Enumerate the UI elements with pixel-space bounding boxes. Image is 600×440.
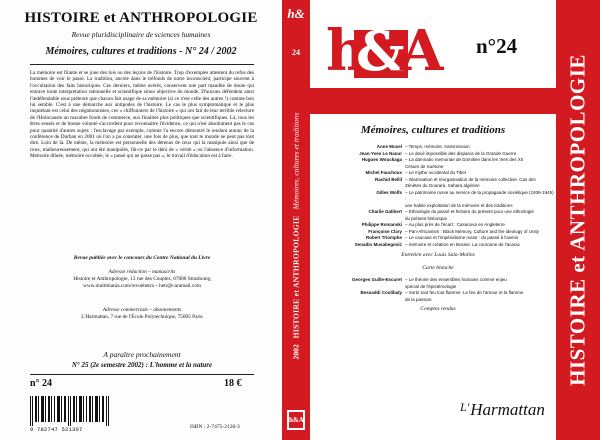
toc-title: – Le mythe occidental du Tibet: [405, 170, 467, 175]
back-summary-text: La mémoire est filante et se joue des lois ou des leçons de l'histoire. Trop d'exemples attestent du refus des hommes de voir le passé. La tradition, ancrée dans le tréfonds de notre inconscient, participe souvent à l'occultation des faits historiques. Ces derniers, même avérés, conservent une part maudite de doute qui entrave toute interprétation rationnelle et scientifique sinon objective du monde. D'aucuns défendent ainsi l'indéfendable sous prétexte que chacun fait usage de sa mémoire (si ce n'est celle des autres !) comme bon lui semble. C'est à une démarche aux antipodes de l'histoire. Le cas le plus symptomatique et le plus inquiétant est celui des négationnistes, ces « chiffonniers de l'histoire » qui ont fait de leur terrible relecture de l'Holocauste un macabre fonds de commerce, aux finalités plus politiques que scientifiques. Là, tous les êtres sensés et de bonne volonté s'accordent pour reconnaître l'évidence, ce qui n'est absolument pas le cas pour quantité d'autres sujets : l'esclavage par exemple, comme l'a encore démontré le rendant autour de la conférence de Durban en 2001 où l'on a pu constater, une fois de plus, que tout le monde ne peut pas tout dire. Loin de là. De même, la mémoire est personnelle des détenus de ceux qui la manipule ainsi que de ceux, malheureusement, qui ont été manipulés, fût-ce par le déni de « vérité » ou l'absence d'information. Mémoire diluée, mémoire occultée, le « passé qui ne passe pas », le travail d'éducation est à faire.: [30, 70, 254, 160]
reviews-heading: Comptes rendus: [420, 306, 456, 312]
toc-title: – Ethnologie du passé et histoire du présent pour une ethnologie: [405, 209, 534, 214]
toc-title: – Le caucase et l'impérialisme russe : du passé à l'avenir: [405, 235, 519, 240]
publisher-logo: [460, 400, 545, 420]
toc-title: – Le deuil impossible des disparus de la Grande Guerre: [405, 150, 517, 156]
cnl-note: Revue publiée avec le concours du Centre National du Livre: [73, 255, 211, 261]
toc-entry: [322, 190, 554, 203]
isbn: ISBN : 2-7475-2130-3: [190, 424, 240, 430]
toc-author: Robert Triomphe: [365, 235, 402, 240]
spine-year: 2002: [291, 344, 301, 360]
ha-logo: [326, 18, 444, 84]
spine-subtitle: Mémoires, cultures et traditions: [291, 112, 301, 210]
editorial-heading: Adresse rédaction – manuscrits: [108, 269, 176, 275]
logo-ampersand: &: [356, 19, 405, 83]
divider: [30, 374, 254, 375]
toc-author: Françoise Clary: [368, 228, 402, 234]
next-issue-heading: A paraître prochainement: [103, 350, 181, 359]
price: 18 €: [224, 378, 242, 389]
toc-author: Jean-Yves Le Naour: [359, 150, 402, 156]
back-issue-number: n° 24: [30, 378, 53, 389]
editorial-address-block: [30, 269, 254, 289]
toc-author: Georges Guille-Escuret: [351, 277, 402, 282]
front-vertical-title: HISTOIRE et ANTHROPOLOGIE: [565, 54, 590, 386]
back-summary: [30, 70, 254, 160]
publisher-name: Harmattan: [470, 400, 545, 419]
toc-title: spécial de l'épistémologie: [405, 283, 457, 289]
commercial-address: L'Harmattan, 7 rue de l'École Polytechnique, 75005 Paris: [81, 313, 203, 320]
toc-title: Zénètes du Gourara, Sahara algérien: [405, 183, 480, 188]
carte-blanche-heading: Carte blanche: [422, 265, 454, 271]
barcode-icon: [30, 396, 110, 426]
interview-heading: Entretien avec Louis Sala-Molins: [401, 252, 475, 258]
front-cover: [310, 0, 600, 440]
barcode-digits: 9 782747 521307: [30, 426, 83, 433]
spine-badge-label: h&A: [289, 412, 303, 428]
commercial-heading: Adresse commerciale – abonnements: [102, 307, 182, 313]
toc-title: – Temps, mémoire, transmission: [405, 144, 470, 149]
toc-title: de la passion: [405, 296, 432, 302]
logo-h: h: [326, 18, 367, 84]
toc-author: [322, 297, 405, 304]
back-cover: [0, 0, 282, 440]
toc-title: une habile exploitation de la mémoire et des traditions: [405, 202, 513, 208]
toc-author: Hugues Wouckaga: [361, 157, 402, 162]
toc-author: Bessaddi Coulibaly: [360, 290, 402, 295]
toc-title: – Sortir tout feu tout flamme. Le feu de l'amour et la flamme: [405, 290, 524, 295]
spine-logo: h&: [287, 6, 305, 21]
spine-badge: [287, 410, 305, 430]
toc-title: – La damnatio memoriae de Domitien dans les Vies des XII: [405, 157, 524, 162]
back-issue-line: Mémoires, cultures et traditions - N° 24 / 2002: [45, 46, 237, 57]
toc-entry: [322, 242, 554, 249]
toc-title: du présent historique: [405, 215, 448, 221]
toc-title: – Le patrimoine russe au service de la propagande soviétique (1936-1945) :: [405, 189, 554, 201]
toc-author: Anne Muxel: [376, 144, 402, 149]
toc-title: – Au plus près de l'écart : Casanova en Angleterre: [405, 222, 505, 227]
toc-title: – mémoire et création en Bosnie. La couronne de l'acacia: [405, 241, 520, 247]
toc-title: – Islamisation et réorganisation de la mémoire collective. Cas des: [405, 176, 536, 182]
spine-number: 24: [292, 48, 300, 57]
toc-title: – Le théorie des ensembles humains comme enjeu: [405, 277, 507, 282]
toc-title: Césars de Suétone: [405, 163, 444, 169]
publisher-mark: L': [460, 400, 470, 414]
spine: [282, 0, 310, 440]
toc-entry: [322, 297, 554, 304]
commercial-address-block: [30, 307, 254, 321]
toc-author: Michel Fauchoux: [365, 170, 402, 175]
red-band: [310, 88, 556, 114]
toc-author: Philippe Romanski: [361, 222, 402, 227]
divider: [30, 64, 254, 65]
editorial-address: Histoire et Anthropologie, 13 rue des Couples, 67000 Strasbourg: [73, 275, 211, 282]
next-issue: N° 25 (2e semestre 2002) : L'homme et la nature: [71, 361, 213, 369]
toc-author: Senadin Musabegović: [354, 241, 402, 247]
carte-blanche-list: [322, 277, 554, 303]
spine-title: HISTOIRE et ANTHROPOLOGIE: [291, 215, 301, 339]
table-of-contents: [322, 144, 554, 248]
back-journal-title: HISTOIRE et ANTHROPOLOGIE: [24, 10, 258, 26]
toc-author: Rachid Bellil: [374, 176, 402, 182]
toc-author: Gilles Wolfs: [376, 189, 402, 195]
spine-text: [292, 113, 301, 360]
issue-number: n°24: [476, 34, 518, 58]
toc-title: – Pan-Africanism : Black Memory, Culture and the ideology of Unity: [405, 228, 539, 234]
logo-a: A: [400, 18, 444, 84]
editorial-web: www.multimania.com/revuehetra – hetr@caramail.com: [83, 282, 201, 289]
back-journal-subtitle: Revue pluridisciplinaire de sciences humaines: [71, 30, 211, 39]
toc-author: Charlie Galibert: [368, 209, 402, 214]
issue-theme: Mémoires, cultures et traditions: [360, 124, 506, 136]
